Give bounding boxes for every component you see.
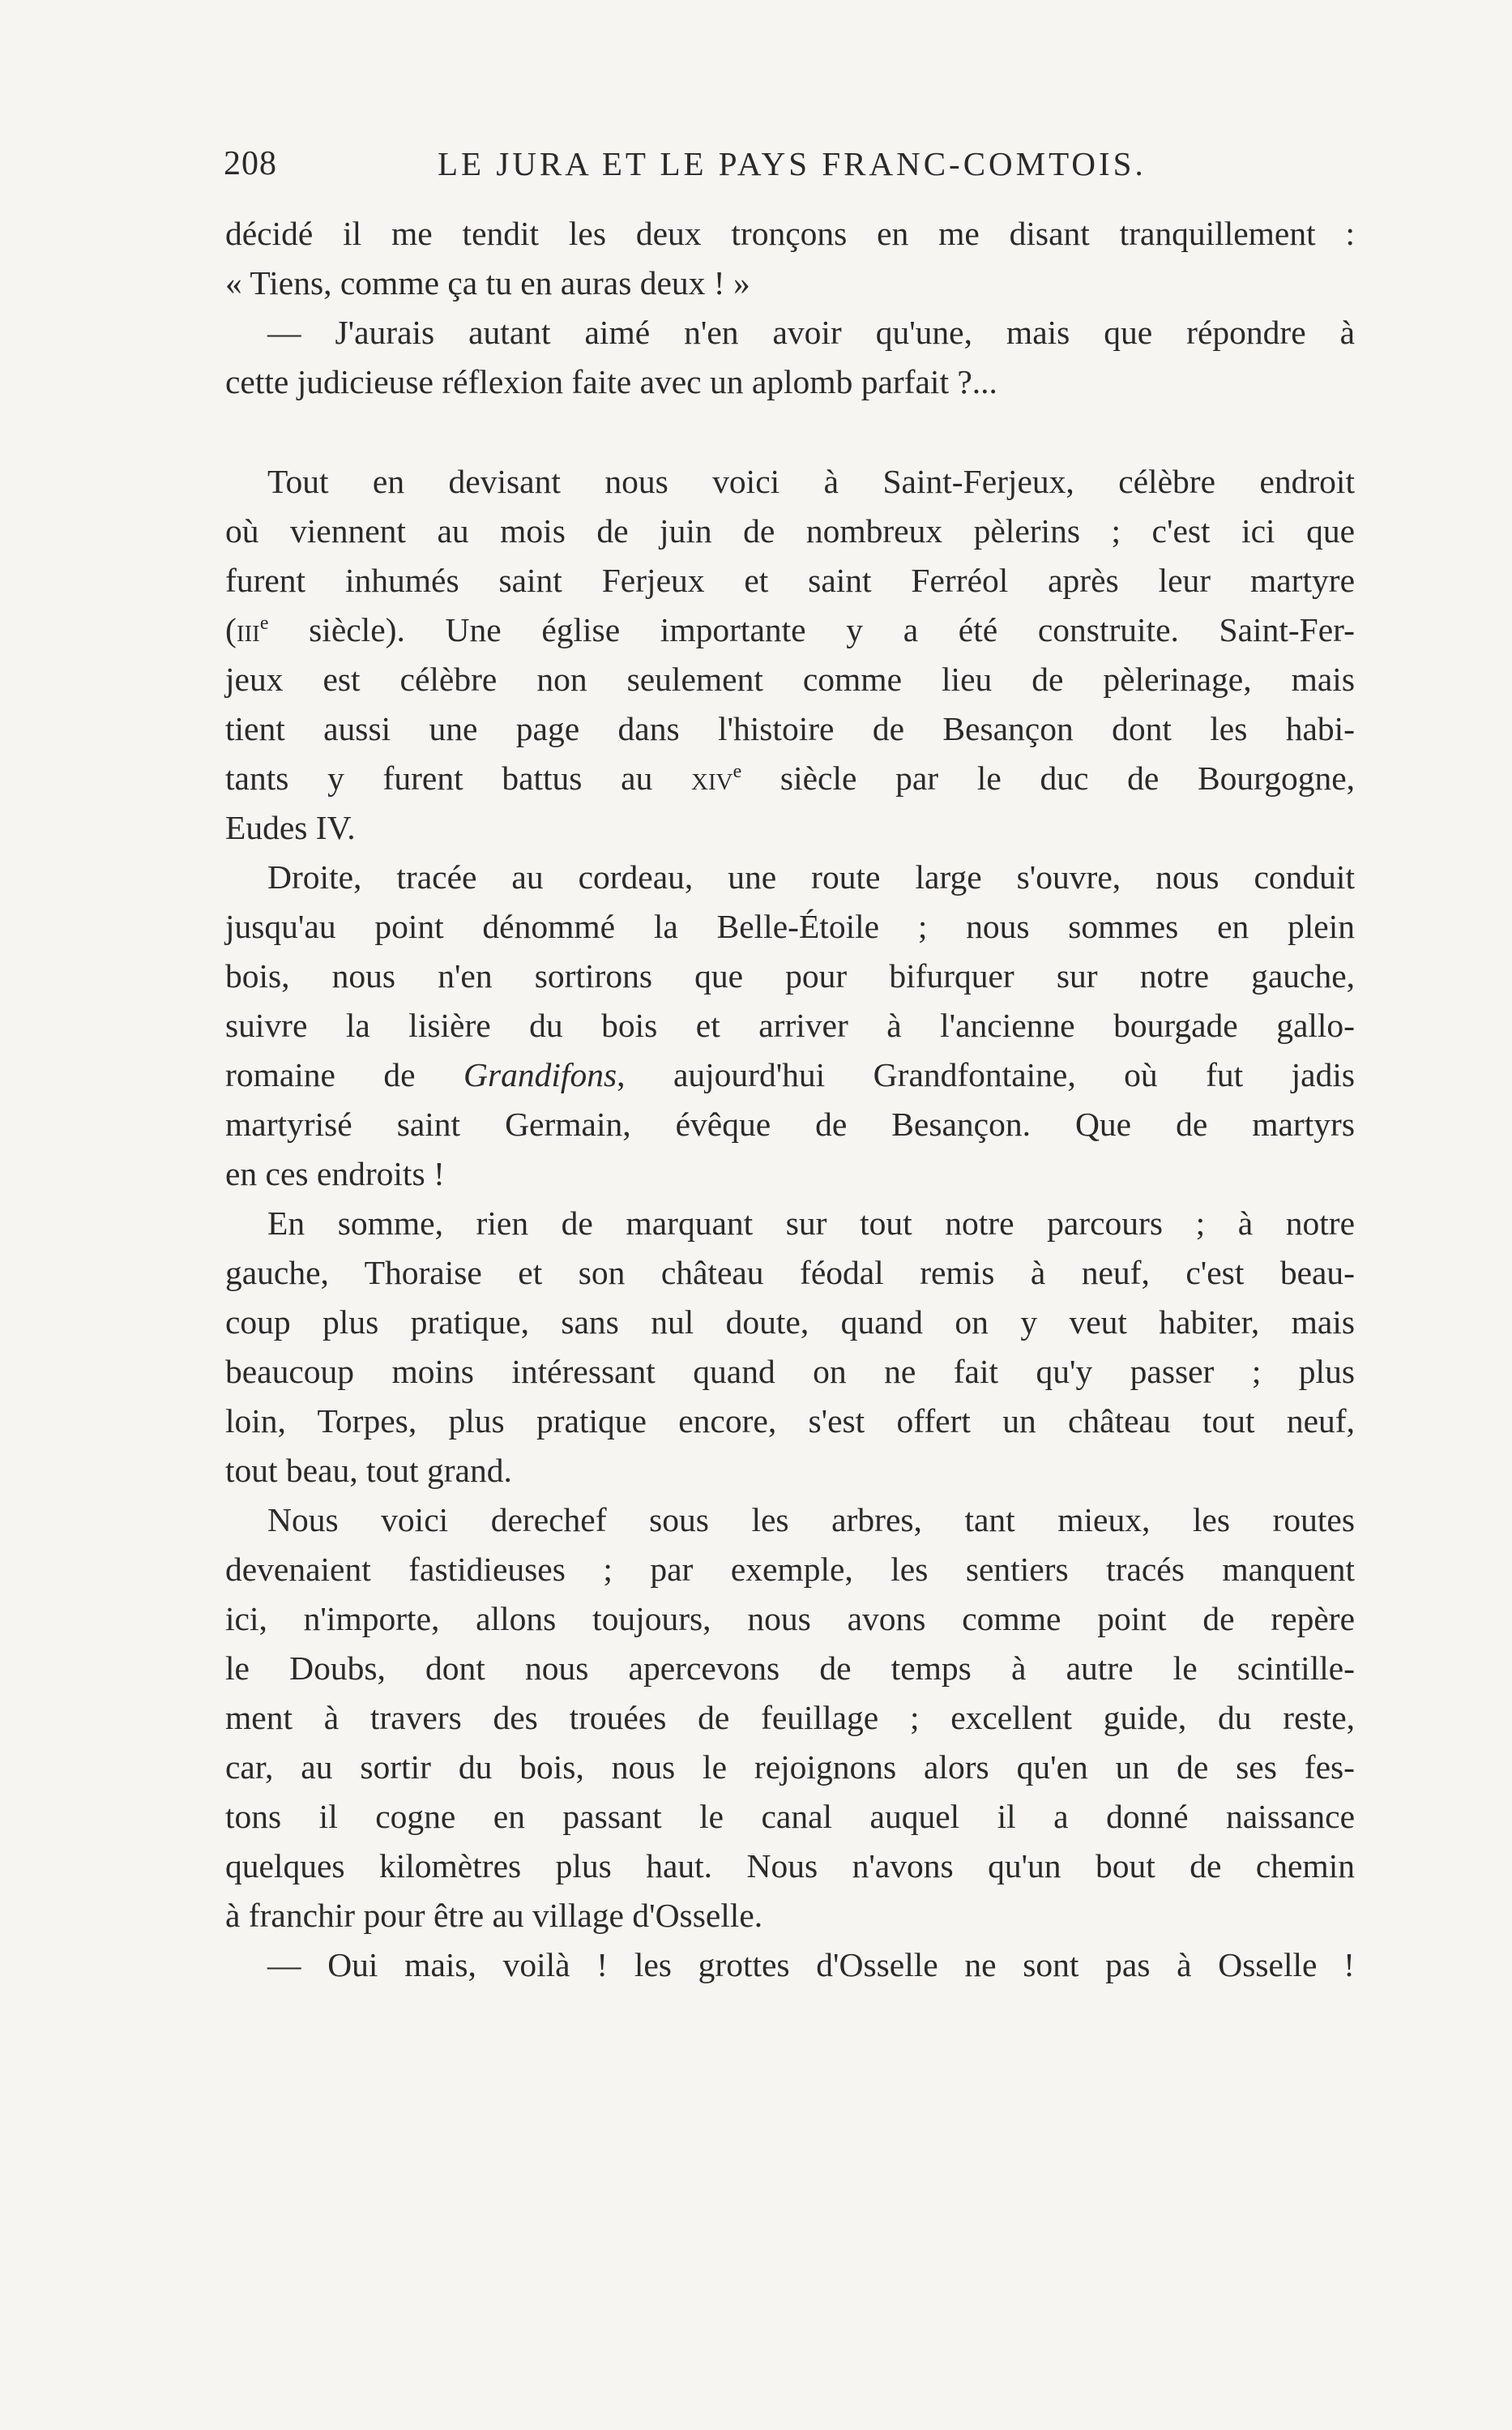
text-line: jusqu'au point dénommé la Belle-Étoile ; nous sommes en plein <box>225 908 1355 945</box>
text-fragment: , aujourd'hui Grandfontaine, où fut jadis <box>617 1056 1356 1093</box>
italic-place-name: Grandifons <box>463 1056 617 1093</box>
superscript: e <box>733 761 742 783</box>
text-line: beaucoup moins intéressant quand on ne fait qu'y passer ; plus <box>225 1353 1355 1390</box>
text-line <box>225 754 1355 803</box>
text-line <box>225 605 1355 655</box>
text-line: le Doubs, dont nous apercevons de temps à autre le scintille- <box>225 1649 1355 1687</box>
text-line: car, au sortir du bois, nous le rejoignons alors qu'en un de ses fes- <box>225 1748 1355 1786</box>
text-line: Droite, tracée au cordeau, une route large s'ouvre, nous conduit <box>267 858 1355 896</box>
text-line: suivre la lisière du bois et arriver à l'ancienne bourgade gallo- <box>225 1007 1355 1044</box>
text-line: quelques kilomètres plus haut. Nous n'avons qu'un bout de chemin <box>225 1847 1355 1885</box>
text-line: cette judicieuse réflexion faite avec un aplomb parfait ?... <box>225 363 997 400</box>
running-title: LE JURA ET LE PAYS FRANC-COMTOIS. <box>438 145 1147 182</box>
text-line <box>225 1050 1355 1100</box>
text-line: jeux est célèbre non seulement comme lieu de pèlerinage, mais <box>225 661 1355 698</box>
text-line: ici, n'importe, allons toujours, nous avons comme point de repère <box>225 1600 1355 1637</box>
text-line: ment à travers des trouées de feuillage ; excellent guide, du reste, <box>225 1699 1355 1736</box>
page-body <box>225 209 1355 1990</box>
century-numeral: iii <box>236 611 260 648</box>
text-line: furent inhumés saint Ferjeux et saint Ferréol après leur martyre <box>225 562 1355 599</box>
text-line: Tout en devisant nous voici à Saint-Ferjeux, célèbre endroit <box>267 463 1355 500</box>
text-fragment: siècle). Une église importante y a été construite. Saint-Fer- <box>268 611 1355 648</box>
text-line: en ces endroits ! <box>225 1155 445 1192</box>
text-line: — Oui mais, voilà ! les grottes d'Osselle ne sont pas à Osselle ! <box>267 1946 1355 1983</box>
text-fragment: siècle par le duc de Bourgogne, <box>741 759 1355 797</box>
text-line: tout beau, tout grand. <box>225 1452 512 1489</box>
text-line: — J'aurais autant aimé n'en avoir qu'une, mais que répondre à <box>267 314 1355 351</box>
running-header <box>0 144 1512 193</box>
text-line: coup plus pratique, sans nul doute, quand on y veut habiter, mais <box>225 1303 1355 1341</box>
text-line: loin, Torpes, plus pratique encore, s'est offert un château tout neuf, <box>225 1402 1355 1440</box>
text-line: à franchir pour être au village d'Osselle. <box>225 1897 763 1934</box>
text-line: En somme, rien de marquant sur tout notre parcours ; à notre <box>267 1204 1355 1242</box>
section-gap <box>225 407 1355 457</box>
text-line: tient aussi une page dans l'histoire de Besançon dont les habi- <box>225 710 1355 747</box>
text-line: tons il cogne en passant le canal auquel il a donné naissance <box>225 1798 1355 1835</box>
text-line: où viennent au mois de juin de nombreux pèlerins ; c'est ici que <box>225 512 1355 550</box>
text-line: décidé il me tendit les deux tronçons en me disant tranquillement : <box>225 215 1355 252</box>
superscript: e <box>259 613 269 635</box>
page-number: 208 <box>224 145 277 182</box>
text-line: Nous voici derechef sous les arbres, tant mieux, les routes <box>267 1501 1355 1538</box>
text-line: Eudes IV. <box>225 809 356 846</box>
century-numeral: xiv <box>691 759 733 797</box>
text-fragment: tants y furent battus au <box>225 759 692 797</box>
text-fragment: ( <box>225 611 237 648</box>
text-line: bois, nous n'en sortirons que pour bifurquer sur notre gauche, <box>225 957 1355 995</box>
text-line: devenaient fastidieuses ; par exemple, les sentiers tracés manquent <box>225 1551 1355 1588</box>
text-line: martyrisé saint Germain, évêque de Besançon. Que de martyrs <box>225 1106 1355 1143</box>
text-line: « Tiens, comme ça tu en auras deux ! » <box>225 264 750 302</box>
text-fragment: romaine de <box>225 1056 464 1093</box>
text-line: gauche, Thoraise et son château féodal remis à neuf, c'est beau- <box>225 1254 1355 1291</box>
